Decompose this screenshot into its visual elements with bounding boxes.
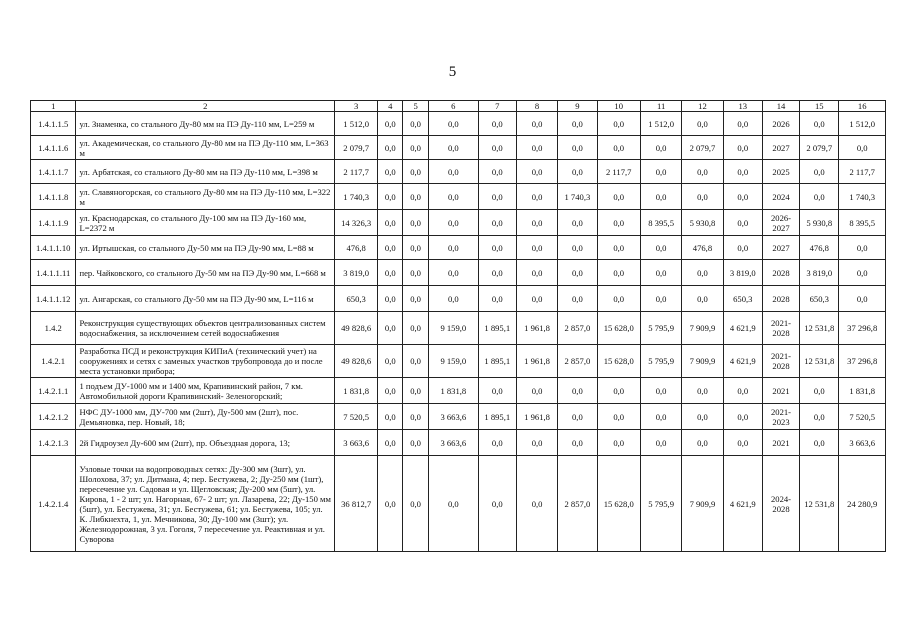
row-value: 2 079,7	[682, 136, 723, 160]
row-value: 0,0	[478, 286, 516, 312]
row-value: 0,0	[723, 430, 762, 456]
row-value: 3 663,6	[429, 430, 479, 456]
row-value: 1 831,8	[429, 378, 479, 404]
row-value: 4 621,9	[723, 345, 762, 378]
row-value: 36 812,7	[334, 456, 377, 552]
column-header: 16	[839, 101, 886, 112]
row-value: 0,0	[558, 112, 597, 136]
row-value: 0,0	[723, 236, 762, 260]
table-row	[31, 184, 886, 210]
row-value: 0,0	[723, 112, 762, 136]
row-code: 1.4.1.1.10	[31, 236, 76, 260]
row-code: 1.4.1.1.8	[31, 184, 76, 210]
row-value: 0,0	[478, 112, 516, 136]
row-description: ул. Академическая, со стального Ду-80 мм на ПЭ Ду-110 мм, L=363 м	[76, 136, 334, 160]
row-value: 0,0	[597, 286, 640, 312]
row-value: 1 895,1	[478, 345, 516, 378]
row-value: 0,0	[478, 236, 516, 260]
row-description: ул. Арбатская, со стального Ду-80 мм на ПЭ Ду-110 мм, L=398 м	[76, 160, 334, 184]
row-description: Узловые точки на водопроводных сетях: Ду-300 мм (3шт), ул. Шолохова, 37; ул. Дитмана, 4; пер. Бестужева, 2; Ду-250 мм (1шт), пересечение ул. Садовая и ул. Щегловская; Ду-200 мм (5шт), ул. Кирова, 1 - 2 шт; ул. Нагорная, 67- 2 шт; ул. Лазарева, 22; Ду-150 мм (5шт), ул. Бестужева, 31; ул. Бестужева, 61; ул. Бестужева, 105; ул. К. Либкнехта, 1, ул. Мечникова, 30; Ду-100 мм (3шт); ул. Железнодорожная, 3 ул. Гоголя, 7 пересечение ул. Реактивная и ул. Суворова	[76, 456, 334, 552]
row-value: 0,0	[403, 286, 429, 312]
row-value: 0,0	[516, 456, 557, 552]
row-value: 0,0	[378, 378, 403, 404]
row-value: 0,0	[403, 430, 429, 456]
column-header: 5	[403, 101, 429, 112]
row-value: 2 117,7	[334, 160, 377, 184]
row-value: 2028	[762, 260, 799, 286]
table-row	[31, 236, 886, 260]
row-value: 0,0	[597, 136, 640, 160]
row-value: 0,0	[429, 236, 479, 260]
row-value: 1 740,3	[334, 184, 377, 210]
row-value: 0,0	[640, 236, 681, 260]
row-value: 0,0	[597, 378, 640, 404]
row-code: 1.4.1.1.6	[31, 136, 76, 160]
row-value: 0,0	[478, 430, 516, 456]
row-value: 0,0	[558, 136, 597, 160]
row-value: 0,0	[800, 112, 839, 136]
row-value: 0,0	[478, 160, 516, 184]
row-value: 8 395,5	[640, 210, 681, 236]
row-value: 0,0	[558, 286, 597, 312]
row-value: 0,0	[378, 184, 403, 210]
row-value: 9 159,0	[429, 345, 479, 378]
budget-table	[30, 100, 886, 552]
row-value: 37 296,8	[839, 345, 886, 378]
row-value: 0,0	[403, 236, 429, 260]
column-header: 12	[682, 101, 723, 112]
row-value: 0,0	[378, 404, 403, 430]
row-value: 0,0	[478, 210, 516, 236]
row-value: 2021-2028	[762, 312, 799, 345]
row-code: 1.4.1.1.7	[31, 160, 76, 184]
row-value: 0,0	[682, 160, 723, 184]
row-value: 0,0	[640, 260, 681, 286]
column-number-row	[31, 101, 886, 112]
row-value: 0,0	[429, 160, 479, 184]
row-value: 476,8	[334, 236, 377, 260]
row-value: 0,0	[378, 260, 403, 286]
row-value: 0,0	[839, 136, 886, 160]
row-value: 0,0	[429, 112, 479, 136]
row-value: 0,0	[723, 136, 762, 160]
row-value: 0,0	[597, 210, 640, 236]
row-description: Разработка ПСД и реконструкция КИПиА (технический учет) на сооружениях и сетях с заменых участков трубопровода до и после места установки прибора;	[76, 345, 334, 378]
row-value: 2 079,7	[800, 136, 839, 160]
row-value: 0,0	[403, 210, 429, 236]
row-value: 7 520,5	[839, 404, 886, 430]
row-value: 0,0	[516, 160, 557, 184]
row-value: 0,0	[640, 184, 681, 210]
row-value: 2 857,0	[558, 345, 597, 378]
row-value: 9 159,0	[429, 312, 479, 345]
row-value: 0,0	[558, 430, 597, 456]
row-value: 15 628,0	[597, 312, 640, 345]
row-description: ул. Славяногорская, со стального Ду-80 мм на ПЭ Ду-110 мм, L=322 м	[76, 184, 334, 210]
row-value: 0,0	[378, 160, 403, 184]
row-description: ул. Знаменка, со стального Ду-80 мм на ПЭ Ду-110 мм, L=259 м	[76, 112, 334, 136]
row-value: 476,8	[800, 236, 839, 260]
row-value: 0,0	[516, 236, 557, 260]
row-value: 0,0	[378, 112, 403, 136]
column-header: 15	[800, 101, 839, 112]
row-value: 0,0	[378, 286, 403, 312]
row-value: 0,0	[597, 184, 640, 210]
row-value: 0,0	[516, 136, 557, 160]
row-value: 3 819,0	[800, 260, 839, 286]
row-value: 0,0	[558, 210, 597, 236]
column-header: 2	[76, 101, 334, 112]
row-value: 0,0	[516, 210, 557, 236]
row-value: 0,0	[640, 136, 681, 160]
row-value: 1 831,8	[334, 378, 377, 404]
row-value: 0,0	[516, 430, 557, 456]
row-value: 2021	[762, 378, 799, 404]
table-row	[31, 456, 886, 552]
row-value: 7 909,9	[682, 312, 723, 345]
table-row	[31, 345, 886, 378]
row-value: 7 909,9	[682, 345, 723, 378]
column-header: 1	[31, 101, 76, 112]
table-row	[31, 378, 886, 404]
column-header: 7	[478, 101, 516, 112]
row-value: 2025	[762, 160, 799, 184]
row-value: 0,0	[403, 112, 429, 136]
row-code: 1.4.2.1.1	[31, 378, 76, 404]
row-value: 15 628,0	[597, 345, 640, 378]
row-value: 0,0	[800, 404, 839, 430]
row-value: 2026-2027	[762, 210, 799, 236]
row-value: 8 395,5	[839, 210, 886, 236]
row-code: 1.4.1.1.9	[31, 210, 76, 236]
table-row	[31, 210, 886, 236]
row-value: 12 531,8	[800, 345, 839, 378]
row-code: 1.4.1.1.11	[31, 260, 76, 286]
row-value: 0,0	[682, 378, 723, 404]
row-value: 0,0	[403, 345, 429, 378]
row-value: 0,0	[378, 456, 403, 552]
column-header: 11	[640, 101, 681, 112]
row-code: 1.4.2.1.4	[31, 456, 76, 552]
row-value: 1 961,8	[516, 312, 557, 345]
row-value: 15 628,0	[597, 456, 640, 552]
row-value: 0,0	[516, 378, 557, 404]
column-header: 4	[378, 101, 403, 112]
row-value: 2021-2028	[762, 345, 799, 378]
row-value: 0,0	[429, 184, 479, 210]
row-value: 12 531,8	[800, 456, 839, 552]
row-value: 2024-2028	[762, 456, 799, 552]
row-value: 0,0	[378, 312, 403, 345]
row-value: 0,0	[478, 378, 516, 404]
row-value: 0,0	[597, 260, 640, 286]
row-value: 5 795,9	[640, 456, 681, 552]
row-value: 0,0	[597, 430, 640, 456]
row-description: ул. Иртышская, со стального Ду-50 мм на ПЭ Ду-90 мм, L=88 м	[76, 236, 334, 260]
row-code: 1.4.2.1	[31, 345, 76, 378]
row-value: 0,0	[403, 260, 429, 286]
row-value: 0,0	[839, 286, 886, 312]
row-value: 2 117,7	[839, 160, 886, 184]
table-row	[31, 112, 886, 136]
row-code: 1.4.2.1.2	[31, 404, 76, 430]
row-value: 0,0	[723, 210, 762, 236]
table-body	[31, 101, 886, 552]
row-value: 0,0	[800, 160, 839, 184]
row-value: 2021	[762, 430, 799, 456]
row-value: 0,0	[516, 286, 557, 312]
row-value: 4 621,9	[723, 456, 762, 552]
row-value: 0,0	[597, 112, 640, 136]
row-code: 1.4.2	[31, 312, 76, 345]
row-value: 49 828,6	[334, 312, 377, 345]
column-header: 14	[762, 101, 799, 112]
row-description: 2й Гидроузел Ду-600 мм (2шт), пр. Объездная дорога, 13;	[76, 430, 334, 456]
table-row	[31, 136, 886, 160]
row-code: 1.4.2.1.3	[31, 430, 76, 456]
row-value: 0,0	[478, 260, 516, 286]
row-value: 0,0	[682, 286, 723, 312]
row-value: 5 930,8	[800, 210, 839, 236]
row-value: 0,0	[478, 184, 516, 210]
row-value: 650,3	[723, 286, 762, 312]
row-value: 650,3	[334, 286, 377, 312]
row-value: 0,0	[378, 210, 403, 236]
row-value: 1 740,3	[839, 184, 886, 210]
row-value: 0,0	[429, 210, 479, 236]
row-value: 2024	[762, 184, 799, 210]
row-value: 24 280,9	[839, 456, 886, 552]
column-header: 9	[558, 101, 597, 112]
row-description: ул. Краснодарская, со стального Ду-100 мм на ПЭ Ду-160 мм, L=2372 м	[76, 210, 334, 236]
row-value: 2 857,0	[558, 312, 597, 345]
row-value: 0,0	[558, 378, 597, 404]
row-value: 5 795,9	[640, 312, 681, 345]
row-value: 3 663,6	[839, 430, 886, 456]
row-value: 0,0	[516, 112, 557, 136]
row-code: 1.4.1.1.12	[31, 286, 76, 312]
row-description: НФС ДУ-1000 мм, ДУ-700 мм (2шт), Ду-500 мм (2шт), пос. Демьяновка, пер. Новый, 18;	[76, 404, 334, 430]
row-value: 0,0	[682, 430, 723, 456]
row-value: 1 512,0	[839, 112, 886, 136]
row-value: 0,0	[682, 260, 723, 286]
row-description: 1 подъем ДУ-1000 мм и 1400 мм, Крапивинский район, 7 км. Автомобильной дороги Крапивинский- Зеленогорский;	[76, 378, 334, 404]
table-row	[31, 430, 886, 456]
row-value: 1 512,0	[334, 112, 377, 136]
row-value: 0,0	[640, 430, 681, 456]
row-value: 2021-2023	[762, 404, 799, 430]
row-value: 2 079,7	[334, 136, 377, 160]
row-value: 2027	[762, 236, 799, 260]
row-value: 0,0	[723, 184, 762, 210]
row-value: 3 663,6	[334, 430, 377, 456]
row-value: 0,0	[839, 236, 886, 260]
row-value: 5 930,8	[682, 210, 723, 236]
row-value: 0,0	[723, 404, 762, 430]
row-value: 0,0	[800, 184, 839, 210]
row-value: 2027	[762, 136, 799, 160]
row-value: 7 909,9	[682, 456, 723, 552]
row-value: 2028	[762, 286, 799, 312]
row-value: 0,0	[682, 404, 723, 430]
row-value: 1 512,0	[640, 112, 681, 136]
row-value: 0,0	[403, 184, 429, 210]
row-code: 1.4.1.1.5	[31, 112, 76, 136]
row-value: 0,0	[403, 456, 429, 552]
row-value: 0,0	[558, 404, 597, 430]
row-value: 1 895,1	[478, 312, 516, 345]
row-value: 3 819,0	[723, 260, 762, 286]
row-value: 0,0	[429, 286, 479, 312]
row-value: 0,0	[403, 312, 429, 345]
row-description: Реконструкция существующих объектов централизованных систем водоснабжения, за исключением сетей водоснабжения	[76, 312, 334, 345]
row-value: 5 795,9	[640, 345, 681, 378]
row-value: 1 831,8	[839, 378, 886, 404]
row-value: 0,0	[429, 136, 479, 160]
row-value: 0,0	[378, 236, 403, 260]
row-value: 12 531,8	[800, 312, 839, 345]
row-value: 2026	[762, 112, 799, 136]
row-value: 4 621,9	[723, 312, 762, 345]
row-value: 0,0	[597, 404, 640, 430]
column-header: 10	[597, 101, 640, 112]
row-value: 14 326,3	[334, 210, 377, 236]
row-value: 0,0	[723, 160, 762, 184]
row-value: 0,0	[682, 112, 723, 136]
row-value: 0,0	[403, 160, 429, 184]
row-value: 0,0	[516, 260, 557, 286]
row-value: 0,0	[429, 260, 479, 286]
row-value: 0,0	[378, 136, 403, 160]
column-header: 6	[429, 101, 479, 112]
row-value: 0,0	[597, 236, 640, 260]
row-value: 0,0	[839, 260, 886, 286]
row-value: 0,0	[682, 184, 723, 210]
row-value: 0,0	[723, 378, 762, 404]
row-value: 0,0	[640, 160, 681, 184]
table-row	[31, 260, 886, 286]
row-value: 0,0	[558, 260, 597, 286]
row-value: 0,0	[378, 345, 403, 378]
row-value: 476,8	[682, 236, 723, 260]
column-header: 13	[723, 101, 762, 112]
row-value: 0,0	[378, 430, 403, 456]
row-value: 1 740,3	[558, 184, 597, 210]
row-value: 0,0	[800, 430, 839, 456]
row-value: 0,0	[800, 378, 839, 404]
row-value: 650,3	[800, 286, 839, 312]
row-value: 0,0	[429, 456, 479, 552]
row-value: 0,0	[640, 286, 681, 312]
row-value: 0,0	[403, 404, 429, 430]
row-value: 2 117,7	[597, 160, 640, 184]
row-value: 3 819,0	[334, 260, 377, 286]
table-row	[31, 160, 886, 184]
row-value: 0,0	[403, 136, 429, 160]
row-description: ул. Ангарская, со стального Ду-50 мм на ПЭ Ду-90 мм, L=116 м	[76, 286, 334, 312]
row-value: 37 296,8	[839, 312, 886, 345]
row-value: 0,0	[558, 160, 597, 184]
column-header: 8	[516, 101, 557, 112]
column-header: 3	[334, 101, 377, 112]
row-value: 0,0	[478, 456, 516, 552]
table-row	[31, 404, 886, 430]
row-value: 0,0	[558, 236, 597, 260]
table-row	[31, 286, 886, 312]
row-value: 1 895,1	[478, 404, 516, 430]
row-value: 0,0	[516, 184, 557, 210]
row-value: 0,0	[640, 378, 681, 404]
row-value: 2 857,0	[558, 456, 597, 552]
row-value: 0,0	[403, 378, 429, 404]
row-description: пер. Чайковского, со стального Ду-50 мм на ПЭ Ду-90 мм, L=668 м	[76, 260, 334, 286]
row-value: 1 961,8	[516, 404, 557, 430]
row-value: 3 663,6	[429, 404, 479, 430]
table-row	[31, 312, 886, 345]
row-value: 49 828,6	[334, 345, 377, 378]
row-value: 0,0	[478, 136, 516, 160]
page-number: 5	[448, 64, 457, 80]
row-value: 7 520,5	[334, 404, 377, 430]
row-value: 0,0	[640, 404, 681, 430]
row-value: 1 961,8	[516, 345, 557, 378]
